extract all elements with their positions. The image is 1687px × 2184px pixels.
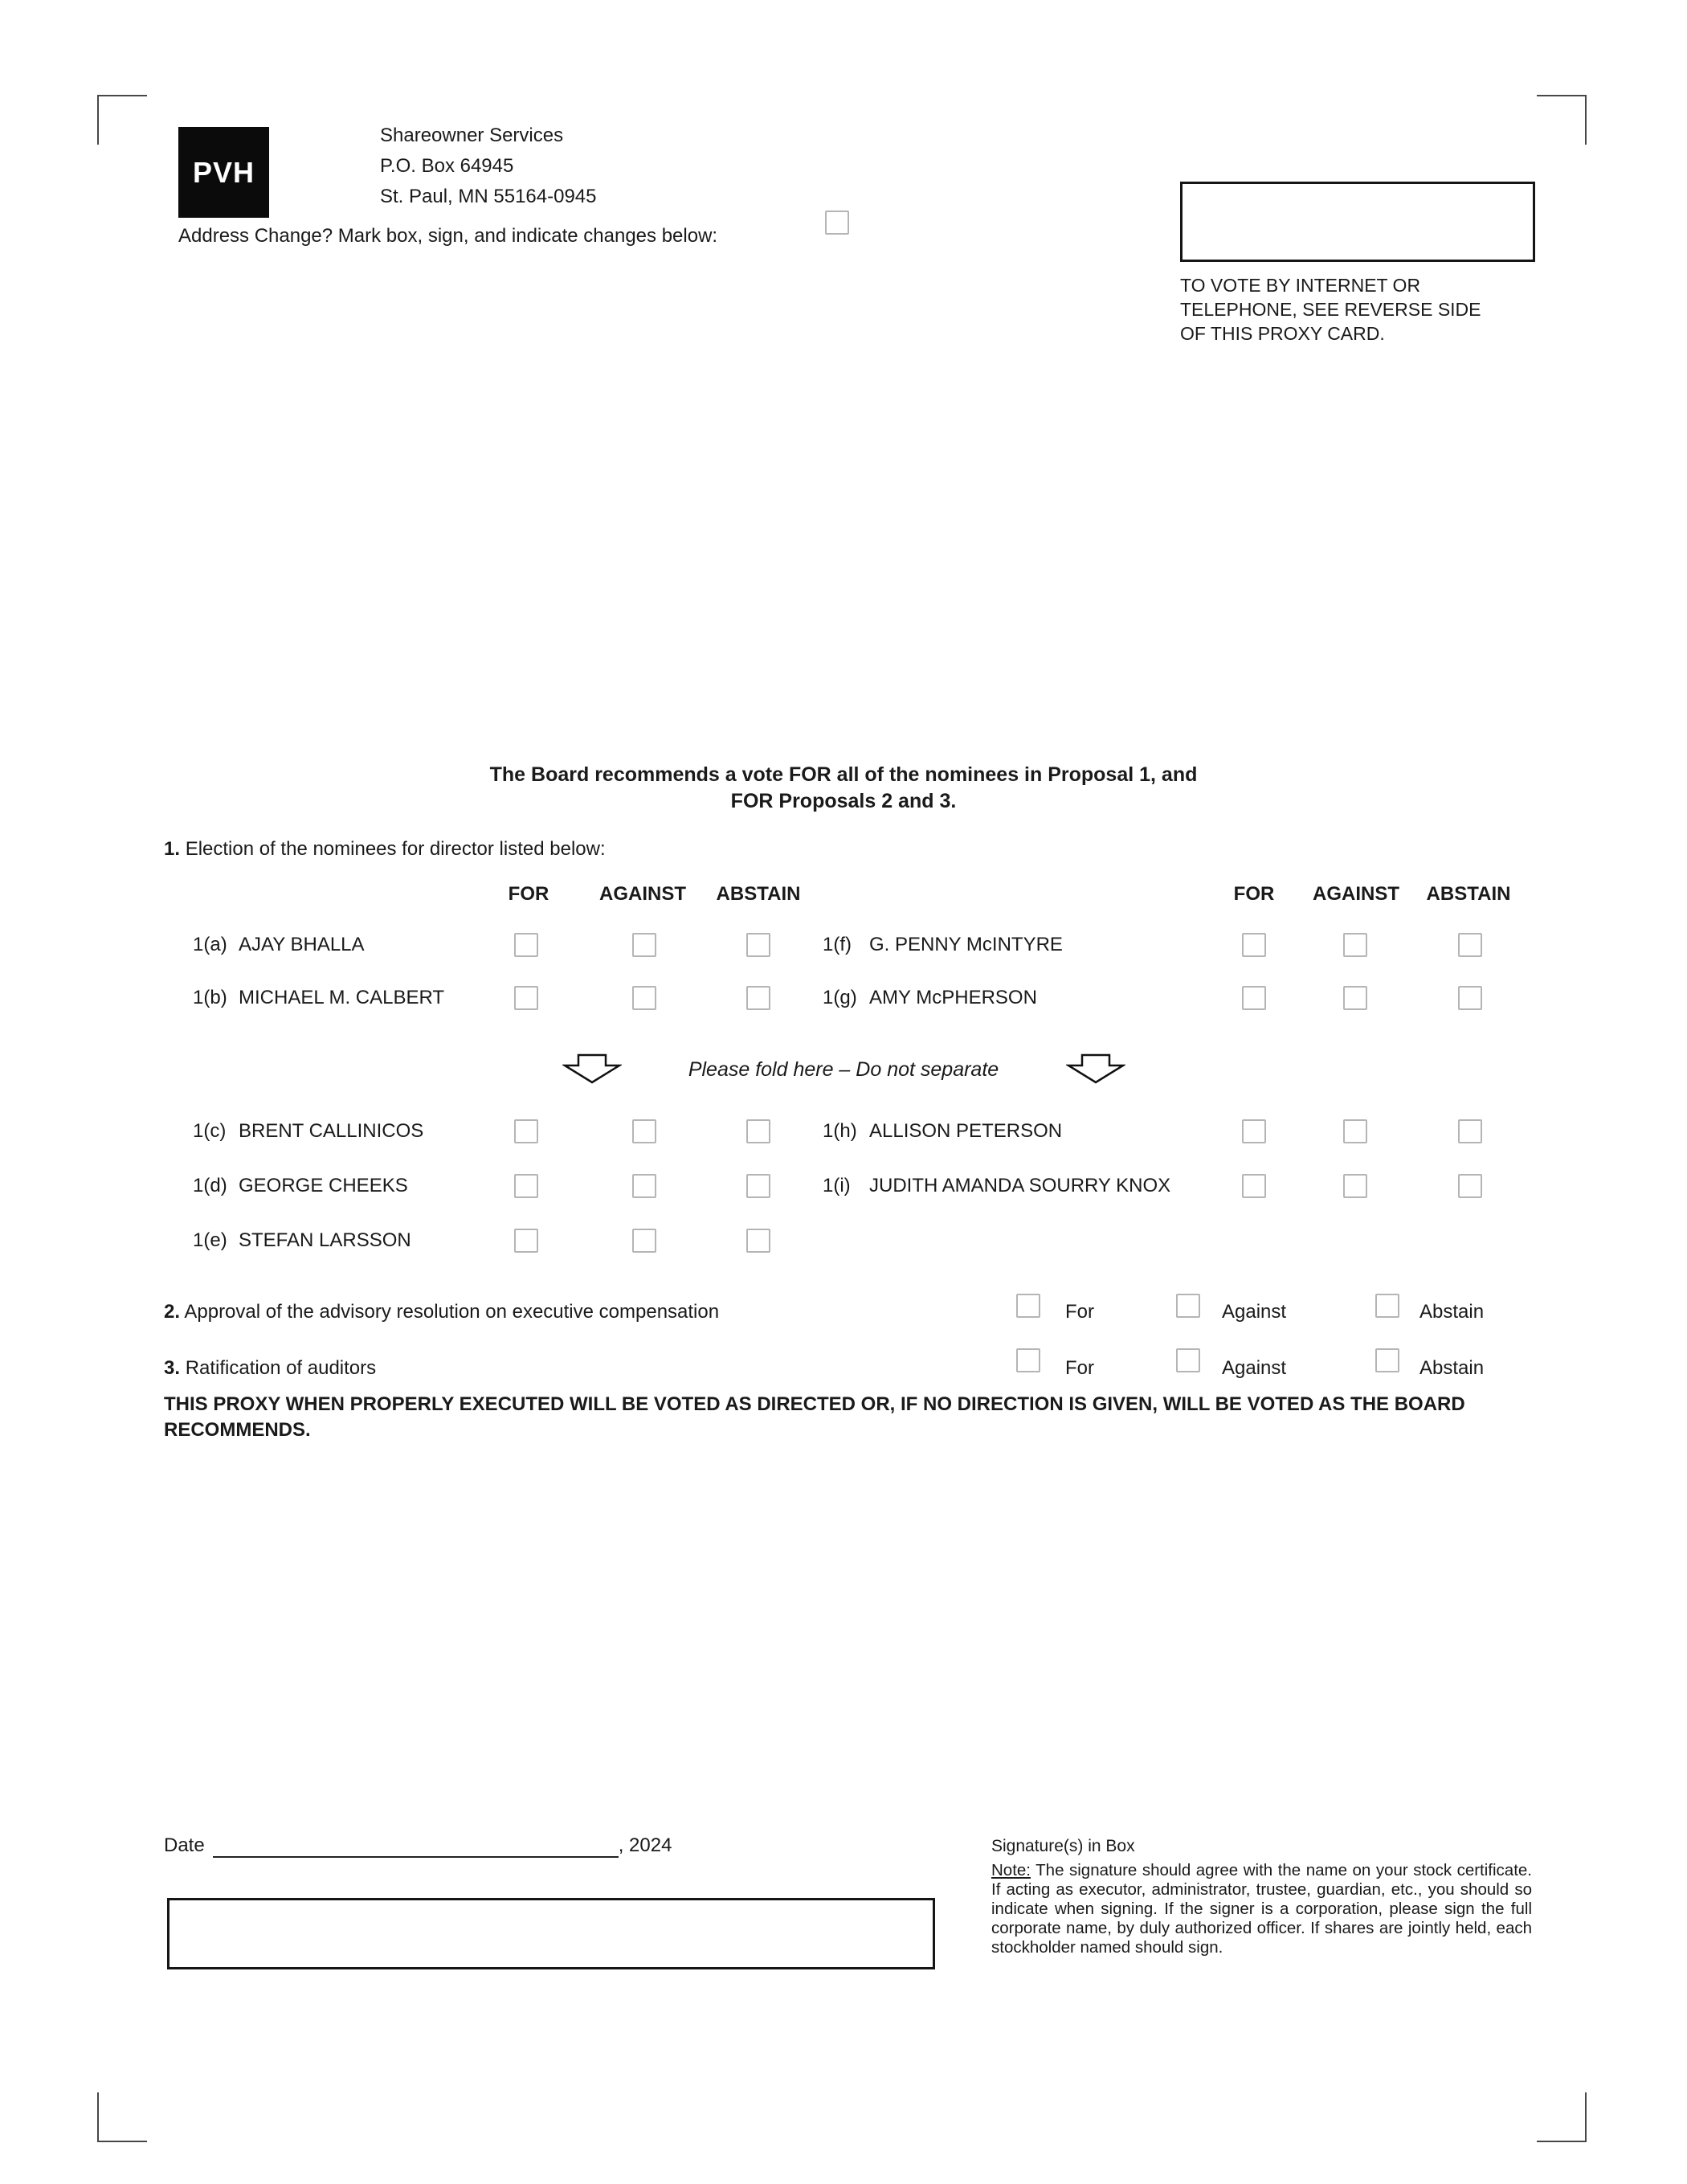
checkbox-1d-against[interactable] xyxy=(632,1174,656,1198)
nominee-name: GEORGE CHEEKS xyxy=(239,1175,408,1196)
nominee-id: 1(e) xyxy=(193,1229,227,1251)
nominee-id: 1(g) xyxy=(823,987,857,1008)
return-address xyxy=(380,121,597,212)
checkbox-1g-against[interactable] xyxy=(1343,986,1367,1010)
checkbox-1c-against[interactable] xyxy=(632,1119,656,1143)
nominee-name: AMY McPHERSON xyxy=(869,987,1037,1008)
checkbox-1i-abstain[interactable] xyxy=(1458,1174,1482,1198)
vote-column-headers xyxy=(0,883,1687,907)
vote-instructions-line-1: TO VOTE BY INTERNET OR xyxy=(1180,275,1421,296)
board-recommendation-line-1: The Board recommends a vote FOR all of the nominees in Proposal 1, and xyxy=(489,763,1198,786)
checkbox-1a-abstain[interactable] xyxy=(746,933,770,957)
checkbox-1i-for[interactable] xyxy=(1242,1174,1266,1198)
fold-notice: Please fold here – Do not separate xyxy=(688,1058,999,1081)
crop-mark-top-right xyxy=(1537,95,1587,145)
proposal-3-heading xyxy=(164,1356,376,1380)
checkbox-1e-against[interactable] xyxy=(632,1229,656,1253)
crop-mark-top-left xyxy=(97,95,147,145)
nominee-id: 1(b) xyxy=(193,987,227,1008)
proposal-1-label: Election of the nominees for director listed below: xyxy=(185,838,606,860)
nominee-name: G. PENNY McINTYRE xyxy=(869,934,1063,955)
proxy-directive: THIS PROXY WHEN PROPERLY EXECUTED WILL BE VOTED AS DIRECTED OR, IF NO DIRECTION IS GIVEN, WILL BE VOTED AS THE BOARD RECOMMENDS. xyxy=(164,1393,1465,1441)
header-abstain-left: ABSTAIN xyxy=(716,883,801,905)
header-abstain-right: ABSTAIN xyxy=(1426,883,1511,905)
date-input-line[interactable] xyxy=(213,1837,619,1858)
header-against-left: AGAINST xyxy=(599,883,686,905)
crop-mark-bottom-left xyxy=(97,2092,147,2142)
return-address-line-1: Shareowner Services xyxy=(380,125,564,146)
board-recommendation xyxy=(0,762,1687,815)
nominee-row-d-i xyxy=(0,1174,1687,1200)
proposal-3-number: 3. xyxy=(164,1357,181,1379)
nominee-name: JUDITH AMANDA SOURRY KNOX xyxy=(869,1175,1171,1196)
option-for-label: For xyxy=(1065,1357,1094,1379)
option-against-label: Against xyxy=(1222,1357,1287,1379)
return-address-line-2: P.O. Box 64945 xyxy=(380,155,514,177)
proposal-1-heading xyxy=(164,837,606,861)
option-against-label: Against xyxy=(1222,1301,1287,1323)
checkbox-1g-for[interactable] xyxy=(1242,986,1266,1010)
nominee-row-b-g xyxy=(0,986,1687,1012)
checkbox-1a-against[interactable] xyxy=(632,933,656,957)
checkbox-1g-abstain[interactable] xyxy=(1458,986,1482,1010)
checkbox-1b-against[interactable] xyxy=(632,986,656,1010)
checkbox-1e-abstain[interactable] xyxy=(746,1229,770,1253)
checkbox-p3-abstain[interactable] xyxy=(1375,1348,1399,1372)
checkbox-p2-for[interactable] xyxy=(1016,1294,1040,1318)
board-recommendation-line-2: FOR Proposals 2 and 3. xyxy=(730,790,957,812)
checkbox-1i-against[interactable] xyxy=(1343,1174,1367,1198)
checkbox-1b-for[interactable] xyxy=(514,986,538,1010)
vote-instructions xyxy=(1180,273,1481,346)
date-year: , 2024 xyxy=(618,1834,672,1856)
date-row xyxy=(164,1834,672,1858)
nominee-id: 1(c) xyxy=(193,1120,227,1142)
checkbox-1d-for[interactable] xyxy=(514,1174,538,1198)
checkbox-1d-abstain[interactable] xyxy=(746,1174,770,1198)
proposal-1-number: 1. xyxy=(164,838,181,860)
signature-box-label: Signature(s) in Box xyxy=(991,1837,1135,1855)
proposal-3-row xyxy=(0,1348,1687,1377)
signature-note xyxy=(991,1861,1532,1957)
checkbox-1f-for[interactable] xyxy=(1242,933,1266,957)
vote-instructions-line-3: OF THIS PROXY CARD. xyxy=(1180,323,1385,344)
checkbox-1h-for[interactable] xyxy=(1242,1119,1266,1143)
proposal-2-heading xyxy=(164,1300,719,1324)
nominee-name: ALLISON PETERSON xyxy=(869,1120,1063,1142)
return-address-line-3: St. Paul, MN 55164-0945 xyxy=(380,186,597,207)
account-info-box xyxy=(1180,182,1535,262)
proposal-2-number: 2. xyxy=(164,1301,181,1323)
checkbox-1f-abstain[interactable] xyxy=(1458,933,1482,957)
checkbox-1h-against[interactable] xyxy=(1343,1119,1367,1143)
nominee-name: BRENT CALLINICOS xyxy=(239,1120,424,1142)
header-for-right: FOR xyxy=(1233,883,1275,905)
date-label: Date xyxy=(164,1834,205,1856)
nominee-row-e xyxy=(0,1229,1687,1254)
pvh-logo-text: PVH xyxy=(192,155,255,189)
vote-instructions-line-2: TELEPHONE, SEE REVERSE SIDE xyxy=(1180,299,1481,320)
proposal-2-row xyxy=(0,1294,1687,1323)
signature-box[interactable] xyxy=(167,1898,935,1969)
signature-note-text: The signature should agree with the name on your stock certificate. If acting as executor, administrator, trustee, guardian, etc., you should so indicate when signing. If the signer is a corporation, please sign the full corporate name, by duly authorized officer. If shares are jointly held, each stockholder named should sign. xyxy=(991,1861,1533,1957)
address-change-label: Address Change? Mark box, sign, and indicate changes below: xyxy=(178,225,718,247)
checkbox-p3-against[interactable] xyxy=(1176,1348,1200,1372)
checkbox-1c-abstain[interactable] xyxy=(746,1119,770,1143)
checkbox-1f-against[interactable] xyxy=(1343,933,1367,957)
nominee-id: 1(h) xyxy=(823,1120,857,1142)
checkbox-p3-for[interactable] xyxy=(1016,1348,1040,1372)
nominee-id: 1(d) xyxy=(193,1175,227,1196)
header-against-right: AGAINST xyxy=(1313,883,1399,905)
proposal-2-label: Approval of the advisory resolution on executive compensation xyxy=(184,1301,720,1323)
proposal-3-label: Ratification of auditors xyxy=(185,1357,377,1379)
option-for-label: For xyxy=(1065,1301,1094,1323)
nominee-name: STEFAN LARSSON xyxy=(239,1229,411,1251)
nominee-id: 1(a) xyxy=(193,934,227,955)
checkbox-1c-for[interactable] xyxy=(514,1119,538,1143)
checkbox-1h-abstain[interactable] xyxy=(1458,1119,1482,1143)
checkbox-1b-abstain[interactable] xyxy=(746,986,770,1010)
nominee-row-c-h xyxy=(0,1119,1687,1145)
checkbox-p2-against[interactable] xyxy=(1176,1294,1200,1318)
crop-mark-bottom-right xyxy=(1537,2092,1587,2142)
nominee-name: MICHAEL M. CALBERT xyxy=(239,987,445,1008)
fold-arrow-icon xyxy=(1066,1053,1125,1089)
checkbox-1a-for[interactable] xyxy=(514,933,538,957)
checkbox-p2-abstain[interactable] xyxy=(1375,1294,1399,1318)
nominee-id: 1(f) xyxy=(823,934,852,955)
address-change-checkbox[interactable] xyxy=(825,211,849,235)
nominee-name: AJAY BHALLA xyxy=(239,934,365,955)
nominee-row-a-f xyxy=(0,933,1687,959)
option-abstain-label: Abstain xyxy=(1419,1301,1485,1323)
checkbox-1e-for[interactable] xyxy=(514,1229,538,1253)
nominee-id: 1(i) xyxy=(823,1175,851,1196)
header-for-left: FOR xyxy=(508,883,549,905)
option-abstain-label: Abstain xyxy=(1419,1357,1485,1379)
pvh-logo xyxy=(178,127,269,218)
signature-note-label: Note: xyxy=(991,1861,1031,1879)
